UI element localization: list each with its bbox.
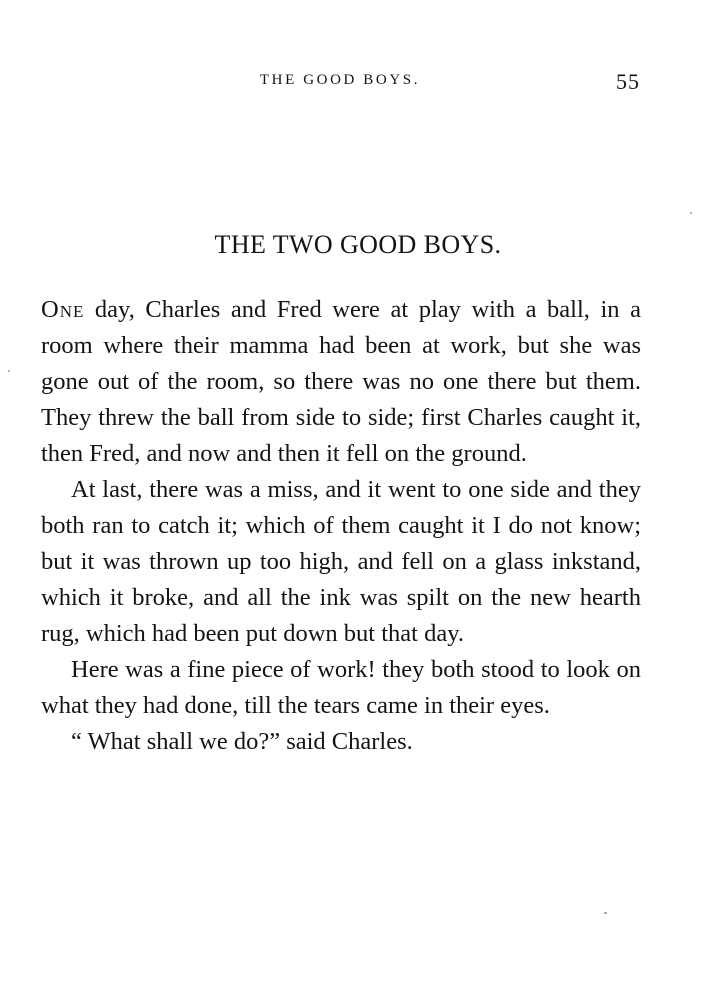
paper-speck bbox=[8, 370, 10, 372]
page-number: 55 bbox=[616, 69, 640, 94]
paragraph-1 bbox=[41, 292, 641, 472]
paper-speck bbox=[604, 912, 607, 914]
paragraph-3: Here was a fine piece of work! they both stood to look on what they had done, till the tears came in their eyes. bbox=[41, 656, 641, 719]
running-header bbox=[40, 69, 640, 96]
chapter-title: THE TWO GOOD BOYS. bbox=[214, 230, 502, 259]
paragraph-1-lead-word: One bbox=[41, 296, 85, 323]
paragraph-4: “ What shall we do?” said Charles. bbox=[71, 728, 413, 755]
body-text bbox=[41, 292, 641, 760]
running-title: THE GOOD BOYS. bbox=[259, 72, 421, 88]
paragraph-2: At last, there was a miss, and it went to one side and they both ran to catch it; which of them caught it I do not know; but it was thrown up too high, and fell on a glass inkstand, which it broke, and all the ink was spilt on the new hearth rug, which had been put down but that day. bbox=[41, 476, 641, 647]
paragraph-1-text: day, Charles and Fred were at play with a ball, in a room where their mamma had been at work, but she was gone out of the room, so there was no one there but them. They threw the ball from side to side; first Charles caught it, then Fred, and now and then it fell on the ground. bbox=[41, 296, 641, 467]
paper-speck bbox=[690, 212, 692, 214]
